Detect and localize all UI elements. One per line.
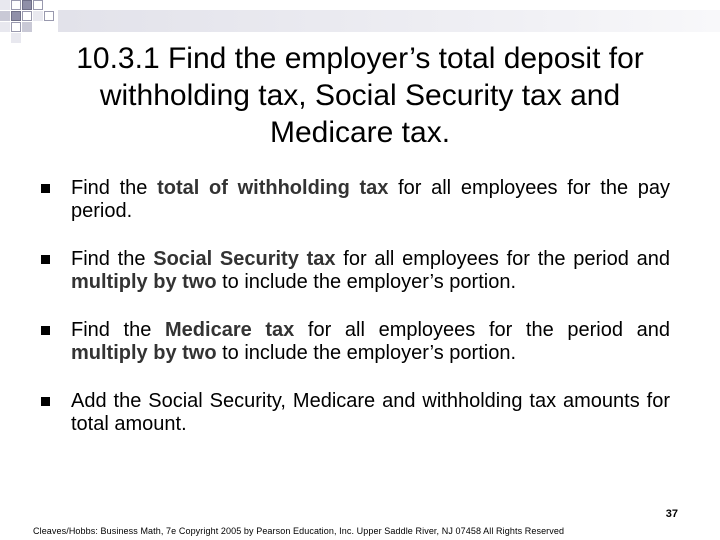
bullet-highlight: multiply by two — [71, 271, 217, 293]
decor-square — [33, 11, 43, 21]
bullet-text: Find the — [71, 319, 166, 341]
decor-square — [11, 0, 21, 10]
bullet-item — [40, 390, 670, 436]
bullet-text: Add the Social Security, Medicare and withholding tax amounts for total amount. — [71, 390, 670, 435]
bullet-highlight: total of withholding tax — [157, 177, 389, 199]
bullet-item — [40, 248, 670, 294]
bullet-highlight: multiply by two — [71, 342, 217, 364]
footer-credit: Cleaves/Hobbs: Business Math, 7e Copyright 2005 by Pearson Education, Inc. Upper Saddle River, NJ 07458 All Rights Reserved — [33, 526, 565, 536]
bullet-item — [40, 319, 670, 365]
bullet-text: Find the — [71, 248, 154, 270]
slide-title: 10.3.1 Find the employer’s total deposit for withholding tax, Social Security tax and Medicare tax. — [76, 42, 644, 149]
bullet-item — [40, 177, 670, 223]
square-bullet-icon — [41, 184, 50, 193]
decor-square — [22, 0, 32, 10]
header-gradient-bar — [58, 10, 720, 32]
decor-square — [11, 22, 21, 32]
decor-square — [22, 11, 32, 21]
bullet-highlight: Social Security tax — [153, 248, 336, 270]
decor-square — [22, 22, 32, 32]
square-bullet-icon — [41, 255, 50, 264]
bullet-highlight: Medicare tax — [165, 319, 295, 341]
bullet-text: to include the employer’s portion. — [216, 271, 516, 293]
square-bullet-icon — [41, 397, 50, 406]
decor-square — [11, 11, 21, 21]
decor-square — [33, 0, 43, 10]
bullet-text: Find the — [71, 177, 158, 199]
bullet-text: for all employees for the period and — [294, 319, 670, 341]
page-number: 37 — [665, 508, 678, 520]
decor-square — [0, 11, 10, 21]
decor-square — [0, 0, 10, 10]
decor-square — [11, 33, 21, 43]
decor-square — [44, 11, 54, 21]
bullet-text: for all employees for the period and — [335, 248, 670, 270]
bullet-text: for all employees for the pay period. — [71, 177, 671, 222]
bullet-list — [40, 177, 670, 436]
square-bullet-icon — [41, 326, 50, 335]
bullet-text: to include the employer’s portion. — [216, 342, 516, 364]
decor-square — [0, 22, 10, 32]
